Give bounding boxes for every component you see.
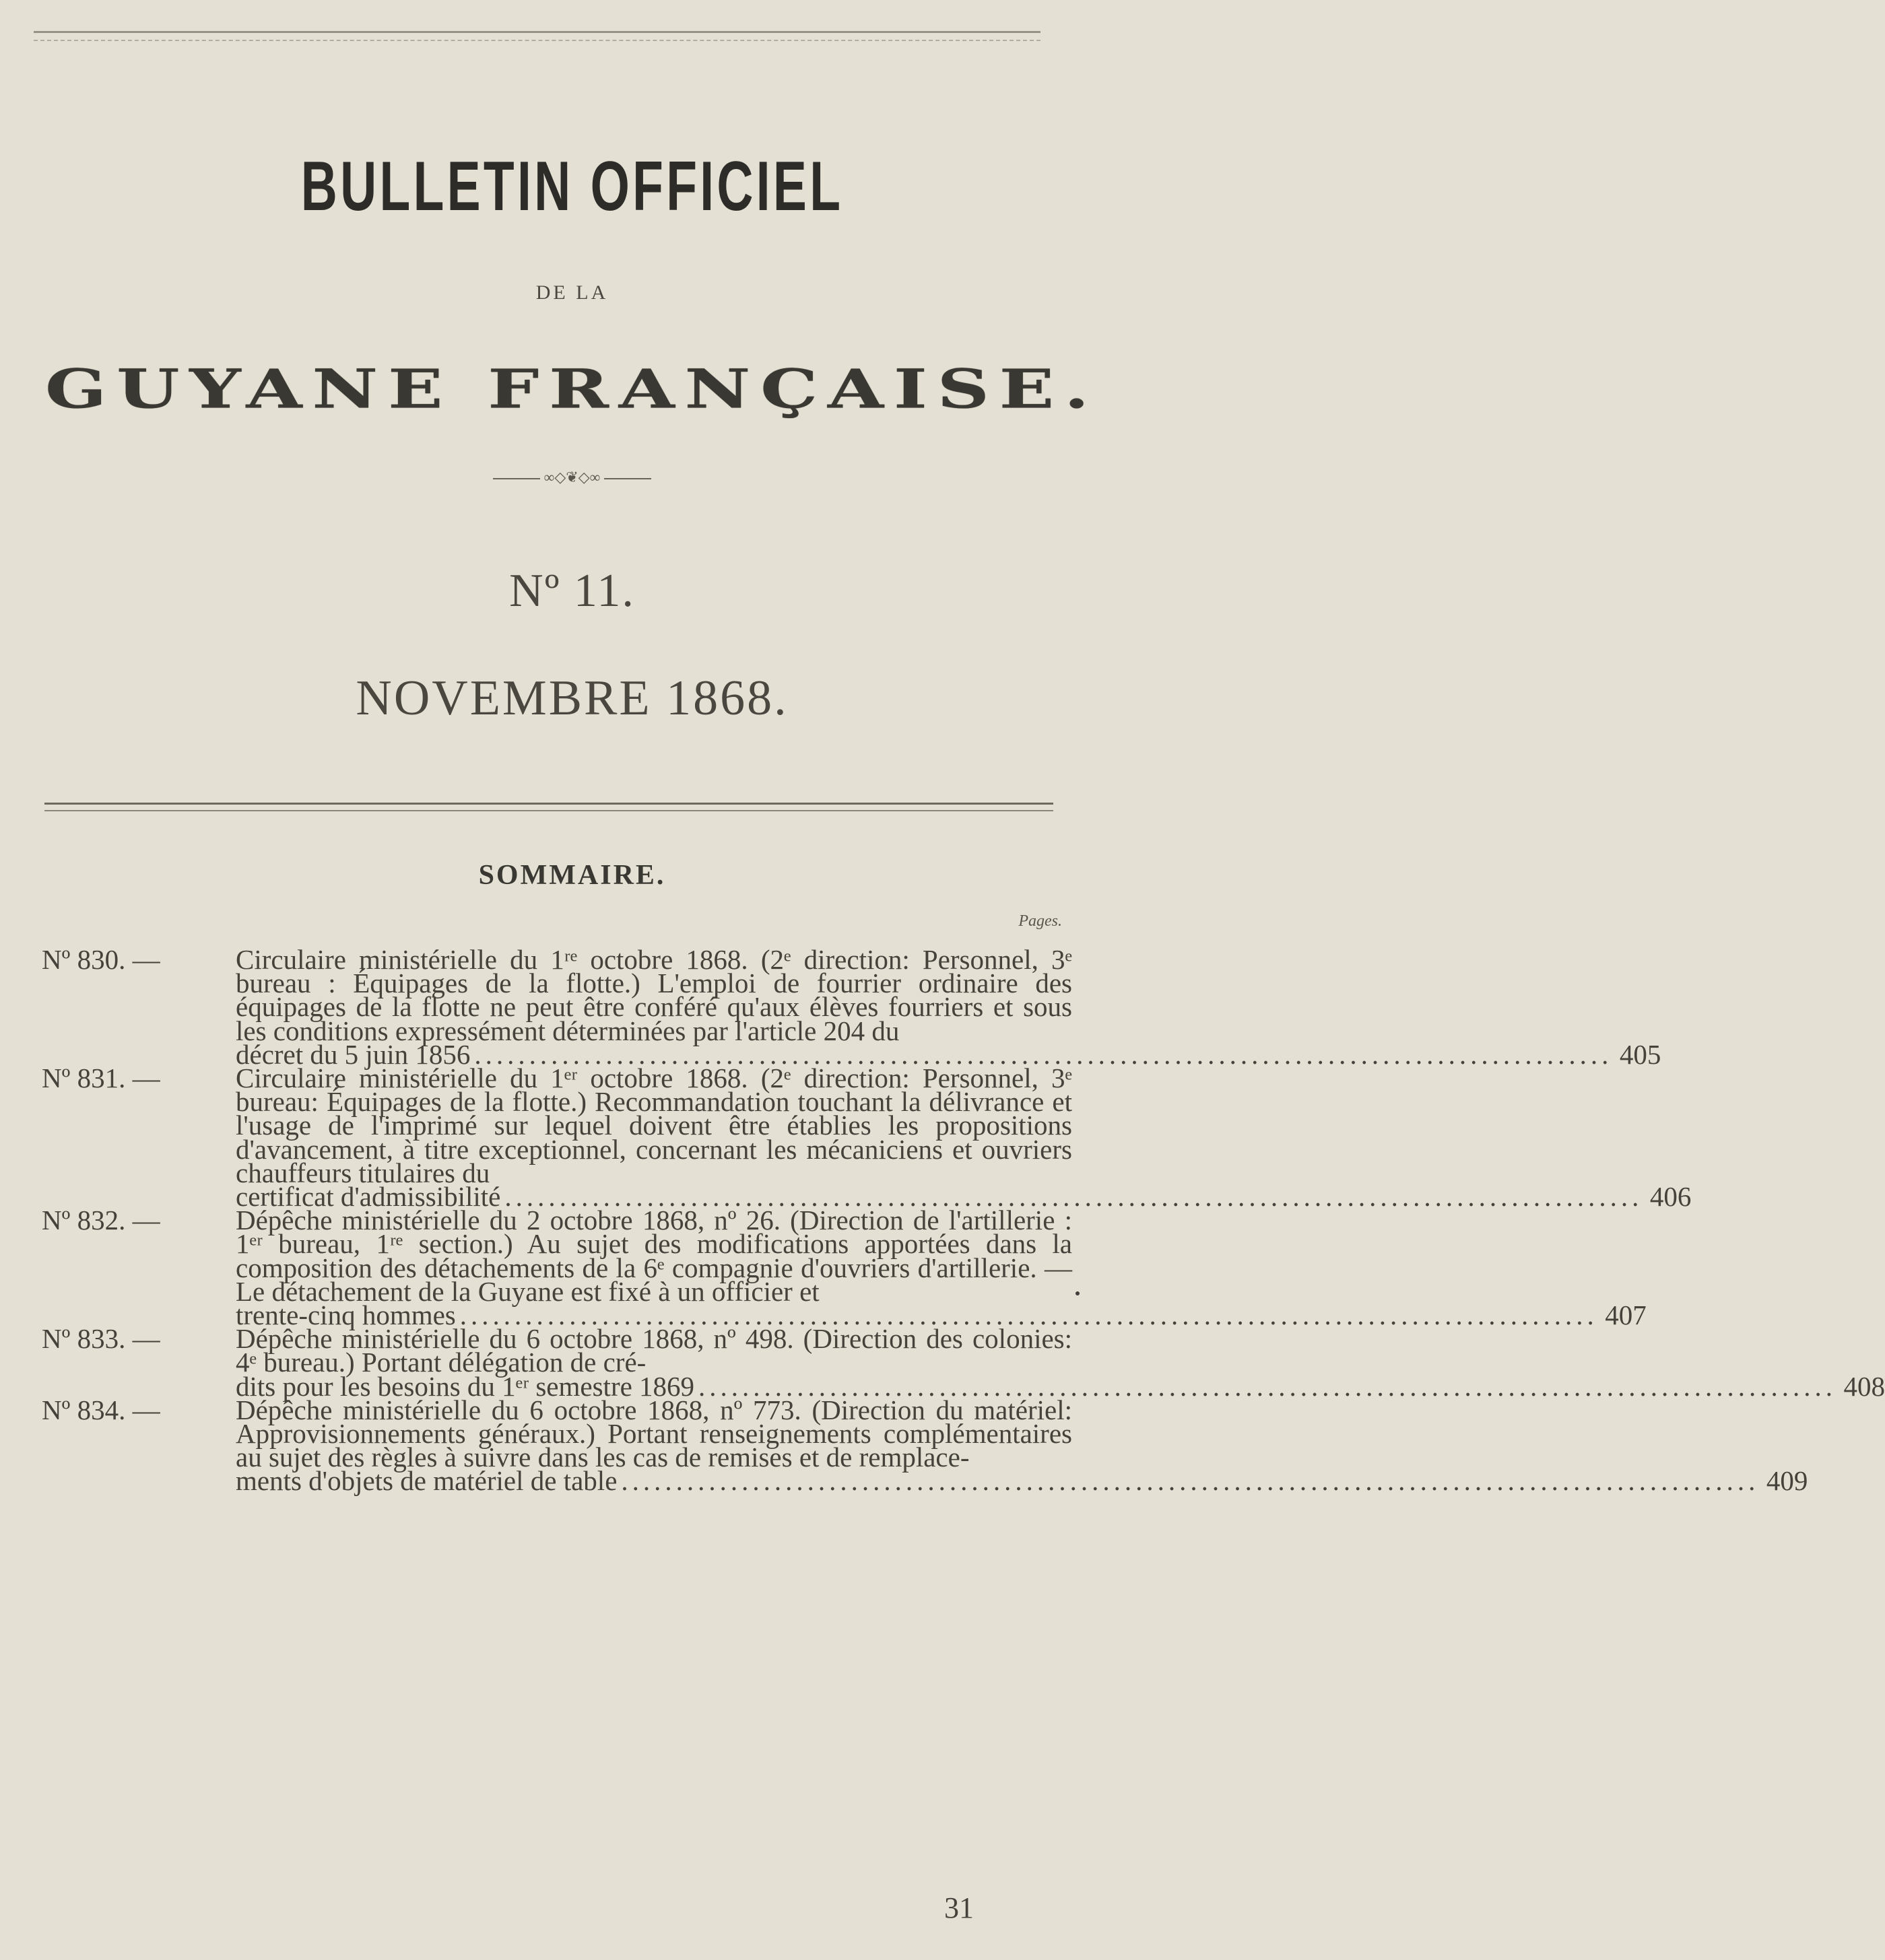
entry-number: Nº 831. — — [42, 1062, 160, 1094]
toc-entry — [42, 944, 1661, 1070]
toc-entry — [42, 1062, 1692, 1213]
sommaire-heading: SOMMAIRE. — [478, 860, 666, 891]
top-rule — [34, 31, 1040, 41]
entry-last-text: trente-cinq hommes — [236, 1299, 456, 1331]
toc-entry — [42, 1394, 1808, 1497]
entry-number: Nº 832. — — [42, 1205, 160, 1236]
issue-month: NOVEMBRE 1868. — [356, 671, 789, 726]
pages-column-label: Pages. — [1018, 912, 1062, 930]
title-connector: DE LA — [535, 281, 609, 304]
ornament-glyph: ∞◇❦◇∞ — [543, 469, 601, 485]
leader-dots: ........................................................................................................ — [459, 1299, 1598, 1331]
ornament-divider — [0, 469, 1144, 486]
entry-last-text: certificat d'admissibilité — [236, 1181, 501, 1213]
entry-page: 406 — [1649, 1181, 1692, 1213]
entry-text: Circulaire ministérielle du 1ʳᵉ octobre 1868. (2ᵉ direction: Personnel, 3ᵉ bureau : Équipages de la flotte.) L'emploi de fourrier ordinaire des équipages de la flotte ne peut être conféré qu'aux élèves fourriers et sous les conditions expressément déterminées par l'article 204 du — [236, 944, 1072, 1046]
entry-last-line — [236, 1465, 1808, 1497]
bulletin-title: BULLETIN OFFICIEL — [300, 147, 844, 226]
double-rule — [44, 803, 1053, 811]
entry-page: 409 — [1766, 1465, 1808, 1497]
toc-entry — [42, 1205, 1647, 1331]
toc-entry — [42, 1323, 1885, 1402]
ornament-line-right — [604, 478, 651, 479]
leader-dots: ........................................................................................................ — [621, 1465, 1760, 1497]
issue-number: Nº 11. — [509, 565, 635, 617]
entry-number: Nº 833. — — [42, 1323, 160, 1355]
ink-speck — [1076, 1291, 1080, 1295]
entry-text: Circulaire ministérielle du 1ᵉʳ octobre 1868. (2ᵉ direction: Personnel, 3ᵉ bureau: Équipages de la flotte.) Recommandation touchant la délivrance et l'usage de l'imprimé sur lequel doivent être établies les propositions d'avancement, à titre exceptionnel, concernant les mécaniciens et ouvriers chauffeurs titulaires du — [236, 1062, 1072, 1188]
entry-number: Nº 830. — — [42, 944, 160, 975]
entry-last-text: décret du 5 juin 1856 — [236, 1038, 471, 1070]
ornament-line-left — [493, 478, 540, 479]
page-folio: 31 — [944, 1891, 974, 1924]
entry-page: 408 — [1843, 1370, 1885, 1402]
entry-text: Dépêche ministérielle du 2 octobre 1868, nº 26. (Direction de l'artillerie : 1ᵉʳ bureau, 1ʳᵉ section.) Au sujet des modifications apportées dans la composition des détachements de la 6ᵉ compagnie d'ouvriers d'artillerie. — Le détachement de la Guyane est fixé à un officier et — [236, 1205, 1072, 1307]
entry-page: 405 — [1619, 1038, 1661, 1070]
entry-page: 407 — [1605, 1299, 1647, 1331]
entry-text: Dépêche ministérielle du 6 octobre 1868, nº 773. (Direction du matériel: Approvisionnements généraux.) Portant renseignements complémentaires au sujet des règles à suivre dans les cas de remises et de remplace- — [236, 1394, 1072, 1473]
leader-dots: ........................................................................................................ — [698, 1370, 1837, 1402]
entry-text: Dépêche ministérielle du 6 octobre 1868, nº 498. (Direction des colonies: 4ᵉ bureau.) Portant délégation de cré- — [236, 1323, 1072, 1378]
entry-number: Nº 834. — — [42, 1394, 160, 1425]
leader-dots: ........................................................................................................ — [504, 1181, 1643, 1213]
entry-last-text: ments d'objets de matériel de table — [236, 1465, 618, 1497]
bulletin-subtitle: GUYANE FRANÇAISE. — [44, 358, 1100, 421]
entry-last-text: dits pour les besoins du 1ᵉʳ semestre 1869 — [236, 1370, 695, 1402]
leader-dots: ........................................................................................................ — [474, 1038, 1613, 1070]
table-of-contents — [42, 944, 1885, 1497]
